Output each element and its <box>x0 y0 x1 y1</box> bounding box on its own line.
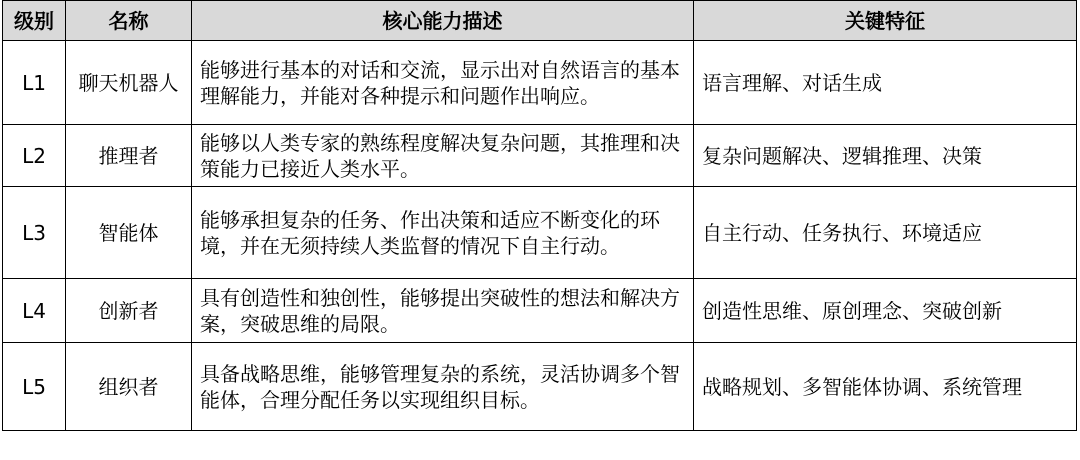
header-row <box>3 1 1077 41</box>
features-cell: 创造性思维、原创理念、突破创新 <box>694 279 1077 343</box>
name-cell: 推理者 <box>66 125 192 187</box>
features-cell: 语言理解、对话生成 <box>694 41 1077 125</box>
name-cell: 聊天机器人 <box>66 41 192 125</box>
level-cell: L1 <box>3 41 66 125</box>
level-cell: L4 <box>3 279 66 343</box>
table-row <box>3 41 1077 125</box>
features-cell: 战略规划、多智能体协调、系统管理 <box>694 343 1077 431</box>
table-row <box>3 279 1077 343</box>
level-cell: L3 <box>3 187 66 279</box>
description-cell: 能够承担复杂的任务、作出决策和适应不断变化的环境，并在无须持续人类监督的情况下自主行动。 <box>192 187 694 279</box>
level-cell: L5 <box>3 343 66 431</box>
header-name: 名称 <box>66 1 192 41</box>
capability-levels-table <box>2 0 1077 431</box>
description-cell: 能够以人类专家的熟练程度解决复杂问题，其推理和决策能力已接近人类水平。 <box>192 125 694 187</box>
description-cell: 具有创造性和独创性，能够提出突破性的想法和解决方案，突破思维的局限。 <box>192 279 694 343</box>
table-row <box>3 343 1077 431</box>
table-row <box>3 125 1077 187</box>
description-cell: 具备战略思维，能够管理复杂的系统，灵活协调多个智能体，合理分配任务以实现组织目标。 <box>192 343 694 431</box>
description-cell: 能够进行基本的对话和交流，显示出对自然语言的基本理解能力，并能对各种提示和问题作出响应。 <box>192 41 694 125</box>
header-features: 关键特征 <box>694 1 1077 41</box>
name-cell: 创新者 <box>66 279 192 343</box>
name-cell: 智能体 <box>66 187 192 279</box>
features-cell: 自主行动、任务执行、环境适应 <box>694 187 1077 279</box>
level-cell: L2 <box>3 125 66 187</box>
header-level: 级别 <box>3 1 66 41</box>
header-description: 核心能力描述 <box>192 1 694 41</box>
features-cell: 复杂问题解决、逻辑推理、决策 <box>694 125 1077 187</box>
name-cell: 组织者 <box>66 343 192 431</box>
table-row <box>3 187 1077 279</box>
